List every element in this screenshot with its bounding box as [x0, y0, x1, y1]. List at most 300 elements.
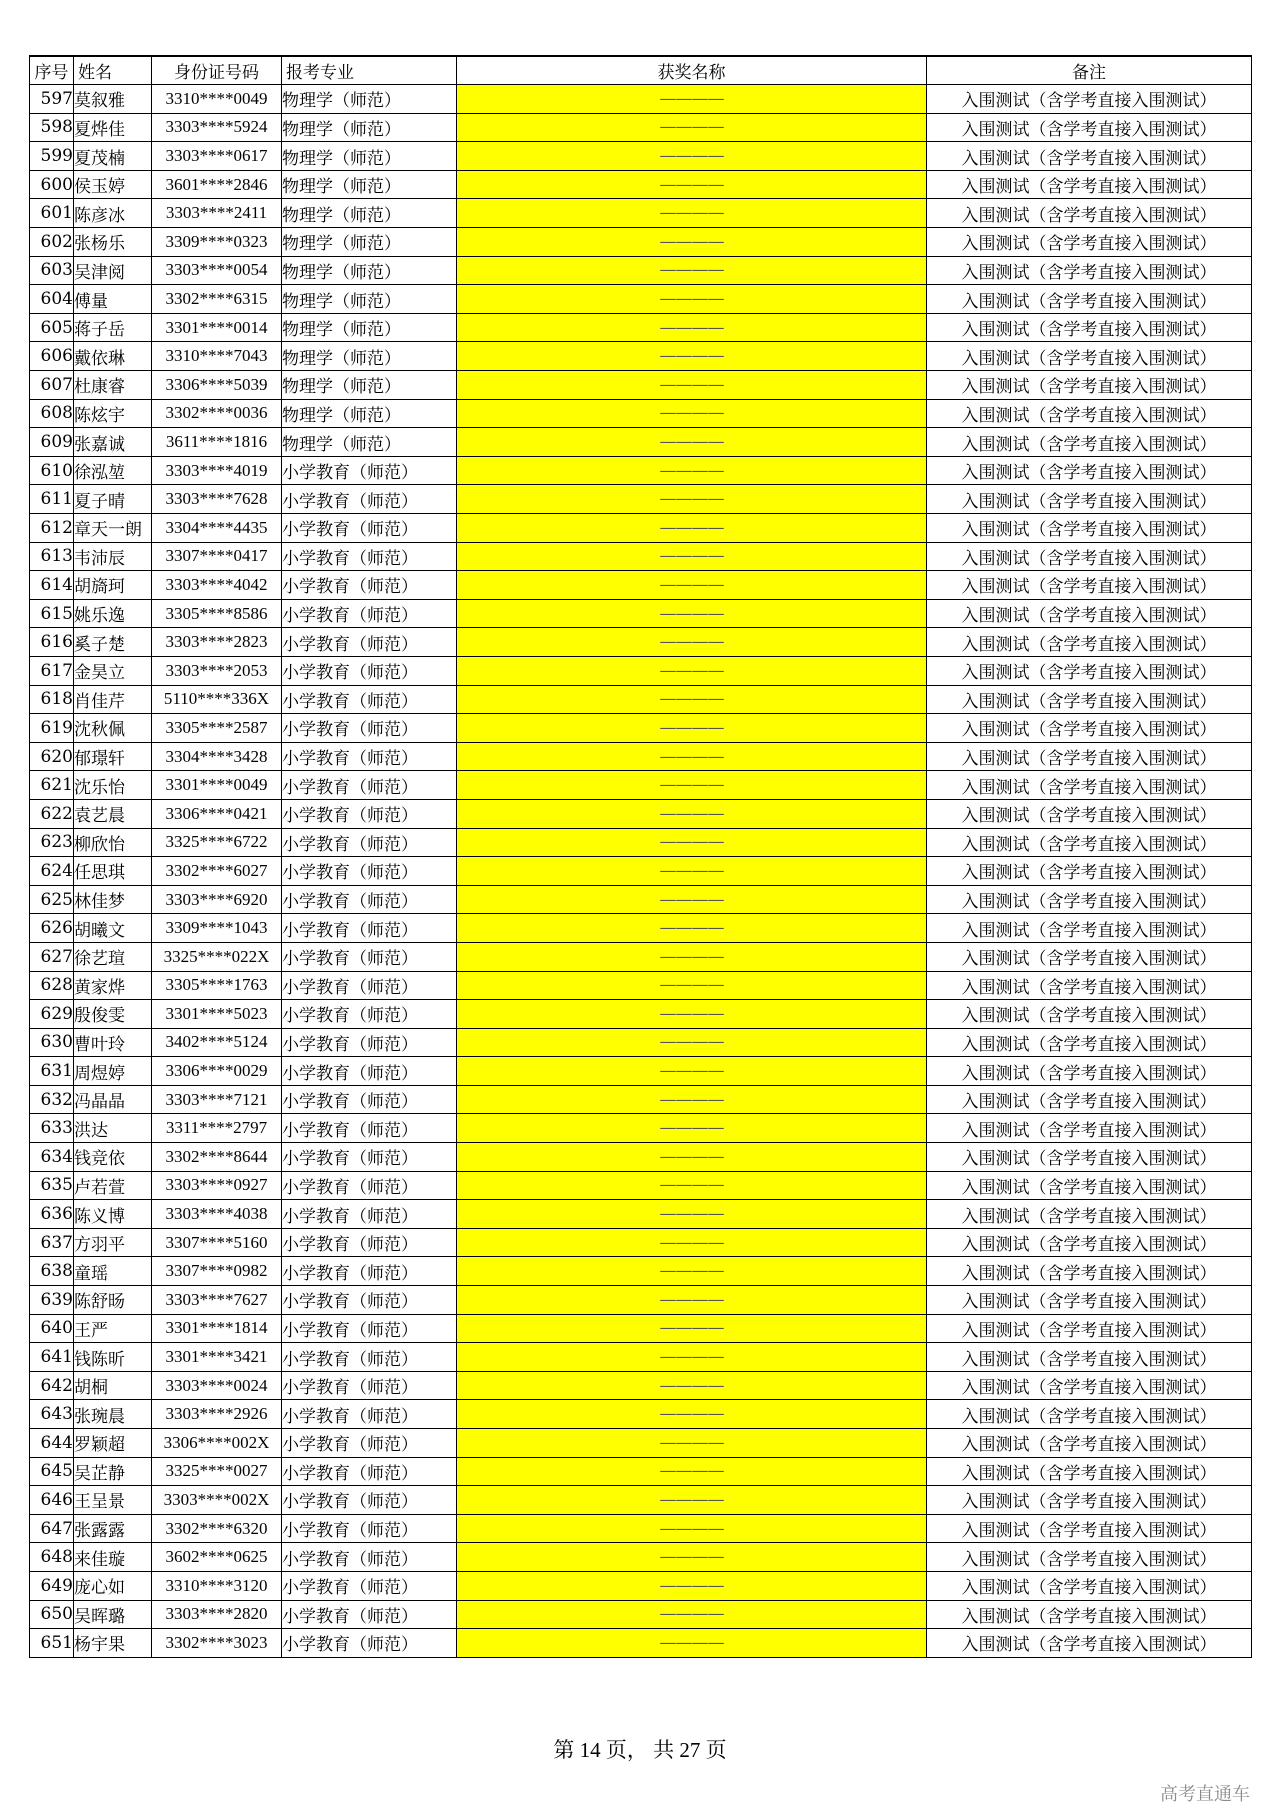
- row-name: 徐艺瑄: [74, 942, 152, 971]
- row-no: 649: [30, 1571, 74, 1600]
- table-row: [30, 1457, 1252, 1486]
- table-row: [30, 428, 1252, 457]
- row-award: ————: [457, 1057, 927, 1086]
- row-no: 601: [30, 199, 74, 228]
- row-name: 莫叙雅: [74, 85, 152, 114]
- row-no: 597: [30, 85, 74, 114]
- row-id: 3310****0049: [152, 85, 282, 114]
- row-award: ————: [457, 828, 927, 857]
- table-row: [30, 1514, 1252, 1543]
- row-major: 小学教育（师范）: [282, 885, 457, 914]
- row-no: 602: [30, 228, 74, 257]
- row-name: 洪达: [74, 1114, 152, 1143]
- row-award: ————: [457, 1000, 927, 1029]
- row-award: ————: [457, 1400, 927, 1429]
- row-name: 沈秋佩: [74, 714, 152, 743]
- row-major: 小学教育（师范）: [282, 1314, 457, 1343]
- table-row: [30, 942, 1252, 971]
- row-award: ————: [457, 885, 927, 914]
- row-note: 入围测试（含学考直接入围测试）: [927, 371, 1252, 400]
- header-note: 备注: [927, 56, 1252, 85]
- row-no: 620: [30, 742, 74, 771]
- table-row: [30, 1057, 1252, 1086]
- row-name: 陈舒旸: [74, 1286, 152, 1315]
- row-award: ————: [457, 199, 927, 228]
- row-major: 物理学（师范）: [282, 256, 457, 285]
- row-no: 608: [30, 399, 74, 428]
- table-row: [30, 371, 1252, 400]
- row-note: 入围测试（含学考直接入围测试）: [927, 742, 1252, 771]
- row-major: 物理学（师范）: [282, 199, 457, 228]
- row-name: 殷俊雯: [74, 1000, 152, 1029]
- row-id: 3303****7628: [152, 485, 282, 514]
- row-major: 小学教育（师范）: [282, 1457, 457, 1486]
- row-award: ————: [457, 170, 927, 199]
- row-name: 侯玉婷: [74, 170, 152, 199]
- row-award: ————: [457, 1629, 927, 1658]
- row-name: 柳欣怡: [74, 828, 152, 857]
- row-no: 603: [30, 256, 74, 285]
- row-major: 小学教育（师范）: [282, 628, 457, 657]
- table-row: [30, 628, 1252, 657]
- table-row: [30, 857, 1252, 886]
- row-name: 肖佳芹: [74, 685, 152, 714]
- row-major: 小学教育（师范）: [282, 1600, 457, 1629]
- row-major: 物理学（师范）: [282, 342, 457, 371]
- table-row: [30, 1571, 1252, 1600]
- row-name: 卢若萱: [74, 1171, 152, 1200]
- table-row: [30, 1543, 1252, 1572]
- row-major: 小学教育（师范）: [282, 1200, 457, 1229]
- row-major: 小学教育（师范）: [282, 1028, 457, 1057]
- row-id: 3302****3023: [152, 1629, 282, 1658]
- row-name: 张嘉诚: [74, 428, 152, 457]
- row-note: 入围测试（含学考直接入围测试）: [927, 885, 1252, 914]
- row-id: 3303****0024: [152, 1371, 282, 1400]
- row-id: 3303****2926: [152, 1400, 282, 1429]
- row-id: 3303****0617: [152, 142, 282, 171]
- row-note: 入围测试（含学考直接入围测试）: [927, 799, 1252, 828]
- admission-table: [29, 55, 1252, 1658]
- row-name: 姚乐逸: [74, 599, 152, 628]
- row-note: 入围测试（含学考直接入围测试）: [927, 714, 1252, 743]
- row-award: ————: [457, 542, 927, 571]
- table-row: [30, 1629, 1252, 1658]
- header-major: 报考专业: [282, 56, 457, 85]
- table-row: [30, 914, 1252, 943]
- row-major: 小学教育（师范）: [282, 714, 457, 743]
- row-id: 3302****6027: [152, 857, 282, 886]
- row-note: 入围测试（含学考直接入围测试）: [927, 1571, 1252, 1600]
- table-row: [30, 599, 1252, 628]
- row-note: 入围测试（含学考直接入围测试）: [927, 1114, 1252, 1143]
- row-award: ————: [457, 1429, 927, 1458]
- row-note: 入围测试（含学考直接入围测试）: [927, 485, 1252, 514]
- row-name: 胡桐: [74, 1371, 152, 1400]
- row-id: 3303****2823: [152, 628, 282, 657]
- row-major: 小学教育（师范）: [282, 571, 457, 600]
- table-row: [30, 571, 1252, 600]
- table-row: [30, 1200, 1252, 1229]
- row-name: 杜康睿: [74, 371, 152, 400]
- table-row: [30, 1114, 1252, 1143]
- row-no: 604: [30, 285, 74, 314]
- row-major: 小学教育（师范）: [282, 1486, 457, 1515]
- row-note: 入围测试（含学考直接入围测试）: [927, 1057, 1252, 1086]
- row-id: 3303****002X: [152, 1486, 282, 1515]
- row-name: 林佳梦: [74, 885, 152, 914]
- table-row: [30, 828, 1252, 857]
- row-no: 625: [30, 885, 74, 914]
- row-name: 曹叶玲: [74, 1028, 152, 1057]
- row-id: 3303****7121: [152, 1085, 282, 1114]
- row-note: 入围测试（含学考直接入围测试）: [927, 1629, 1252, 1658]
- row-major: 小学教育（师范）: [282, 1514, 457, 1543]
- row-id: 3307****0417: [152, 542, 282, 571]
- row-award: ————: [457, 1114, 927, 1143]
- row-major: 小学教育（师范）: [282, 971, 457, 1000]
- row-name: 罗颖超: [74, 1429, 152, 1458]
- row-major: 小学教育（师范）: [282, 1057, 457, 1086]
- table-row: [30, 1314, 1252, 1343]
- row-name: 冯晶晶: [74, 1085, 152, 1114]
- header-no: 序号: [30, 56, 74, 85]
- row-id: 3301****0049: [152, 771, 282, 800]
- row-name: 张露露: [74, 1514, 152, 1543]
- row-major: 物理学（师范）: [282, 113, 457, 142]
- row-note: 入围测试（含学考直接入围测试）: [927, 399, 1252, 428]
- row-award: ————: [457, 485, 927, 514]
- row-no: 633: [30, 1114, 74, 1143]
- row-no: 600: [30, 170, 74, 199]
- row-award: ————: [457, 1457, 927, 1486]
- row-id: 3306****5039: [152, 371, 282, 400]
- row-no: 631: [30, 1057, 74, 1086]
- row-note: 入围测试（含学考直接入围测试）: [927, 656, 1252, 685]
- row-no: 646: [30, 1486, 74, 1515]
- table-row: [30, 1171, 1252, 1200]
- row-no: 643: [30, 1400, 74, 1429]
- row-note: 入围测试（含学考直接入围测试）: [927, 514, 1252, 543]
- table-row: [30, 1429, 1252, 1458]
- row-no: 607: [30, 371, 74, 400]
- header-name: 姓名: [74, 56, 152, 85]
- table-row: [30, 771, 1252, 800]
- row-id: 3302****8644: [152, 1143, 282, 1172]
- row-name: 任思琪: [74, 857, 152, 886]
- row-award: ————: [457, 599, 927, 628]
- row-award: ————: [457, 685, 927, 714]
- row-award: ————: [457, 656, 927, 685]
- row-no: 623: [30, 828, 74, 857]
- row-note: 入围测试（含学考直接入围测试）: [927, 542, 1252, 571]
- row-name: 来佳璇: [74, 1543, 152, 1572]
- table-row: [30, 85, 1252, 114]
- row-major: 物理学（师范）: [282, 399, 457, 428]
- row-name: 金昊立: [74, 656, 152, 685]
- row-name: 王严: [74, 1314, 152, 1343]
- row-note: 入围测试（含学考直接入围测试）: [927, 1371, 1252, 1400]
- row-no: 614: [30, 571, 74, 600]
- row-id: 3305****2587: [152, 714, 282, 743]
- table-row: [30, 971, 1252, 1000]
- row-major: 物理学（师范）: [282, 228, 457, 257]
- row-no: 650: [30, 1600, 74, 1629]
- row-award: ————: [457, 142, 927, 171]
- table-row: [30, 1286, 1252, 1315]
- row-award: ————: [457, 1486, 927, 1515]
- row-id: 3311****2797: [152, 1114, 282, 1143]
- table-row: [30, 1228, 1252, 1257]
- row-no: 641: [30, 1343, 74, 1372]
- row-id: 3302****6320: [152, 1514, 282, 1543]
- row-award: ————: [457, 857, 927, 886]
- table-row: [30, 1343, 1252, 1372]
- row-name: 吴津阅: [74, 256, 152, 285]
- row-major: 小学教育（师范）: [282, 1371, 457, 1400]
- row-no: 612: [30, 514, 74, 543]
- row-major: 小学教育（师范）: [282, 1143, 457, 1172]
- row-no: 644: [30, 1429, 74, 1458]
- row-id: 3301****5023: [152, 1000, 282, 1029]
- row-award: ————: [457, 799, 927, 828]
- row-no: 605: [30, 313, 74, 342]
- row-note: 入围测试（含学考直接入围测试）: [927, 1085, 1252, 1114]
- table-row: [30, 714, 1252, 743]
- row-award: ————: [457, 742, 927, 771]
- row-no: 613: [30, 542, 74, 571]
- row-no: 615: [30, 599, 74, 628]
- row-note: 入围测试（含学考直接入围测试）: [927, 1486, 1252, 1515]
- row-major: 小学教育（师范）: [282, 514, 457, 543]
- row-no: 599: [30, 142, 74, 171]
- row-id: 3325****0027: [152, 1457, 282, 1486]
- row-id: 3306****002X: [152, 1429, 282, 1458]
- table-row: [30, 685, 1252, 714]
- row-major: 物理学（师范）: [282, 428, 457, 457]
- row-name: 黄家烨: [74, 971, 152, 1000]
- row-id: 3402****5124: [152, 1028, 282, 1057]
- table-row: [30, 256, 1252, 285]
- row-id: 3602****0625: [152, 1543, 282, 1572]
- row-major: 小学教育（师范）: [282, 1228, 457, 1257]
- row-major: 小学教育（师范）: [282, 1286, 457, 1315]
- row-name: 方羽平: [74, 1228, 152, 1257]
- row-major: 小学教育（师范）: [282, 456, 457, 485]
- row-major: 小学教育（师范）: [282, 485, 457, 514]
- row-no: 624: [30, 857, 74, 886]
- row-major: 物理学（师范）: [282, 170, 457, 199]
- row-award: ————: [457, 456, 927, 485]
- row-note: 入围测试（含学考直接入围测试）: [927, 256, 1252, 285]
- row-note: 入围测试（含学考直接入围测试）: [927, 1228, 1252, 1257]
- row-note: 入围测试（含学考直接入围测试）: [927, 228, 1252, 257]
- row-name: 陈义博: [74, 1200, 152, 1229]
- header-id: 身份证号码: [152, 56, 282, 85]
- table-row: [30, 313, 1252, 342]
- row-name: 张琬晨: [74, 1400, 152, 1429]
- table-row: [30, 456, 1252, 485]
- row-id: 3307****5160: [152, 1228, 282, 1257]
- row-note: 入围测试（含学考直接入围测试）: [927, 1429, 1252, 1458]
- row-note: 入围测试（含学考直接入围测试）: [927, 142, 1252, 171]
- row-id: 3303****5924: [152, 113, 282, 142]
- row-major: 小学教育（师范）: [282, 1000, 457, 1029]
- row-note: 入围测试（含学考直接入围测试）: [927, 1457, 1252, 1486]
- row-major: 小学教育（师范）: [282, 542, 457, 571]
- row-no: 609: [30, 428, 74, 457]
- table-row: [30, 1257, 1252, 1286]
- row-id: 3303****2411: [152, 199, 282, 228]
- table-row: [30, 542, 1252, 571]
- table-row: [30, 1000, 1252, 1029]
- row-major: 小学教育（师范）: [282, 1629, 457, 1658]
- row-name: 韦沛辰: [74, 542, 152, 571]
- row-major: 小学教育（师范）: [282, 828, 457, 857]
- table-row: [30, 1085, 1252, 1114]
- row-id: 3303****4038: [152, 1200, 282, 1229]
- row-name: 吴芷静: [74, 1457, 152, 1486]
- row-name: 庞心如: [74, 1571, 152, 1600]
- row-name: 夏茂楠: [74, 142, 152, 171]
- row-id: 3325****022X: [152, 942, 282, 971]
- row-no: 651: [30, 1629, 74, 1658]
- row-major: 物理学（师范）: [282, 285, 457, 314]
- row-name: 傅量: [74, 285, 152, 314]
- row-award: ————: [457, 714, 927, 743]
- row-award: ————: [457, 1228, 927, 1257]
- row-no: 611: [30, 485, 74, 514]
- row-name: 郁璟轩: [74, 742, 152, 771]
- row-name: 杨宇果: [74, 1629, 152, 1658]
- row-award: ————: [457, 514, 927, 543]
- row-no: 629: [30, 1000, 74, 1029]
- row-award: ————: [457, 971, 927, 1000]
- row-major: 小学教育（师范）: [282, 1114, 457, 1143]
- table-row: [30, 885, 1252, 914]
- row-major: 小学教育（师范）: [282, 1171, 457, 1200]
- table-header-row: [30, 56, 1252, 85]
- brand-watermark: 高考直通车: [1160, 1784, 1250, 1805]
- row-major: 小学教育（师范）: [282, 1085, 457, 1114]
- row-award: ————: [457, 914, 927, 943]
- row-id: 3301****1814: [152, 1314, 282, 1343]
- row-note: 入围测试（含学考直接入围测试）: [927, 628, 1252, 657]
- row-award: ————: [457, 1200, 927, 1229]
- table-row: [30, 142, 1252, 171]
- row-note: 入围测试（含学考直接入围测试）: [927, 1314, 1252, 1343]
- row-id: 3306****0029: [152, 1057, 282, 1086]
- row-id: 3304****3428: [152, 742, 282, 771]
- table-row: [30, 656, 1252, 685]
- row-major: 小学教育（师范）: [282, 685, 457, 714]
- row-award: ————: [457, 1085, 927, 1114]
- row-major: 小学教育（师范）: [282, 857, 457, 886]
- row-major: 小学教育（师范）: [282, 656, 457, 685]
- row-major: 小学教育（师范）: [282, 799, 457, 828]
- row-id: 3303****2820: [152, 1600, 282, 1629]
- row-note: 入围测试（含学考直接入围测试）: [927, 857, 1252, 886]
- row-note: 入围测试（含学考直接入围测试）: [927, 1000, 1252, 1029]
- row-major: 小学教育（师范）: [282, 1400, 457, 1429]
- row-major: 小学教育（师范）: [282, 914, 457, 943]
- row-id: 3305****1763: [152, 971, 282, 1000]
- row-award: ————: [457, 1171, 927, 1200]
- row-award: ————: [457, 1257, 927, 1286]
- row-no: 628: [30, 971, 74, 1000]
- row-award: ————: [457, 1571, 927, 1600]
- row-award: ————: [457, 85, 927, 114]
- table-row: [30, 1028, 1252, 1057]
- table-row: [30, 514, 1252, 543]
- row-no: 598: [30, 113, 74, 142]
- row-major: 小学教育（师范）: [282, 1429, 457, 1458]
- row-major: 物理学（师范）: [282, 142, 457, 171]
- row-major: 物理学（师范）: [282, 371, 457, 400]
- row-id: 3303****2053: [152, 656, 282, 685]
- row-name: 陈彦冰: [74, 199, 152, 228]
- row-id: 3303****4019: [152, 456, 282, 485]
- row-id: 3303****0927: [152, 1171, 282, 1200]
- row-no: 640: [30, 1314, 74, 1343]
- row-id: 3302****6315: [152, 285, 282, 314]
- table-row: [30, 113, 1252, 142]
- row-id: 3309****0323: [152, 228, 282, 257]
- row-note: 入围测试（含学考直接入围测试）: [927, 313, 1252, 342]
- row-major: 小学教育（师范）: [282, 1257, 457, 1286]
- row-award: ————: [457, 113, 927, 142]
- row-no: 647: [30, 1514, 74, 1543]
- row-name: 吴晖璐: [74, 1600, 152, 1629]
- row-id: 3301****3421: [152, 1343, 282, 1372]
- table-row: [30, 228, 1252, 257]
- row-id: 3611****1816: [152, 428, 282, 457]
- row-note: 入围测试（含学考直接入围测试）: [927, 456, 1252, 485]
- row-name: 陈炫宇: [74, 399, 152, 428]
- row-note: 入围测试（含学考直接入围测试）: [927, 1028, 1252, 1057]
- row-major: 小学教育（师范）: [282, 942, 457, 971]
- row-award: ————: [457, 256, 927, 285]
- row-no: 639: [30, 1286, 74, 1315]
- row-award: ————: [457, 399, 927, 428]
- row-name: 戴依琳: [74, 342, 152, 371]
- row-award: ————: [457, 1028, 927, 1057]
- row-note: 入围测试（含学考直接入围测试）: [927, 771, 1252, 800]
- row-note: 入围测试（含学考直接入围测试）: [927, 1343, 1252, 1372]
- row-note: 入围测试（含学考直接入围测试）: [927, 1286, 1252, 1315]
- row-id: 3310****3120: [152, 1571, 282, 1600]
- row-name: 袁艺晨: [74, 799, 152, 828]
- table-row: [30, 342, 1252, 371]
- row-note: 入围测试（含学考直接入围测试）: [927, 971, 1252, 1000]
- table-row: [30, 1143, 1252, 1172]
- row-no: 622: [30, 799, 74, 828]
- row-id: 3303****0054: [152, 256, 282, 285]
- row-note: 入围测试（含学考直接入围测试）: [927, 1171, 1252, 1200]
- row-award: ————: [457, 1286, 927, 1315]
- row-no: 627: [30, 942, 74, 971]
- row-award: ————: [457, 571, 927, 600]
- row-award: ————: [457, 228, 927, 257]
- row-id: 3310****7043: [152, 342, 282, 371]
- row-note: 入围测试（含学考直接入围测试）: [927, 571, 1252, 600]
- row-award: ————: [457, 313, 927, 342]
- row-award: ————: [457, 1600, 927, 1629]
- row-id: 3303****6920: [152, 885, 282, 914]
- row-id: 5110****336X: [152, 685, 282, 714]
- row-id: 3325****6722: [152, 828, 282, 857]
- row-name: 张杨乐: [74, 228, 152, 257]
